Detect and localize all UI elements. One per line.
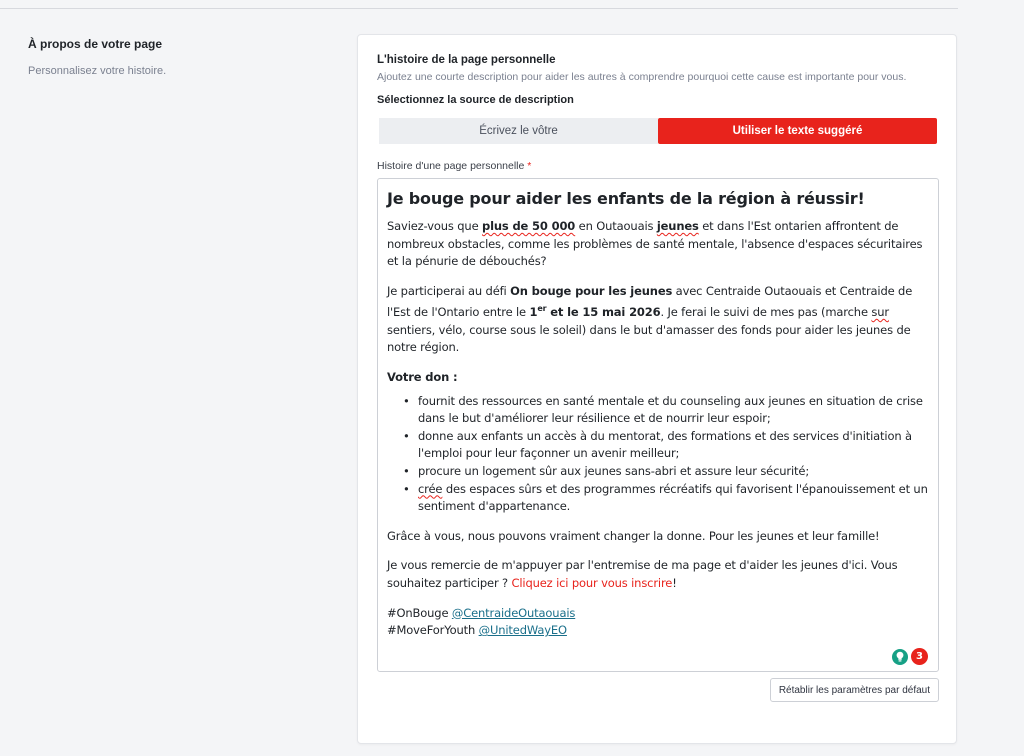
signup-link[interactable]: Cliquez ici pour vous inscrire (511, 575, 673, 590)
impact-list (387, 393, 929, 516)
don-label-text: Votre don : (387, 369, 458, 384)
section-intro (28, 37, 328, 77)
list-item (403, 481, 929, 516)
p2-text-g: . Je ferai le suivi de mes pas (marche (660, 305, 872, 320)
required-mark: * (527, 160, 532, 172)
p1-text-a: Saviez-vous que (387, 219, 482, 233)
reset-defaults-button[interactable]: Rétablir les paramètres par défaut (770, 678, 939, 702)
story-paragraph-1 (387, 218, 929, 271)
p2-text-i: sentiers, vélo, course sous le soleil) dans le but d'amasser des fonds pour aider les jeunes de notre région. (387, 322, 911, 355)
mention-link[interactable]: @CentraideOutaouais (451, 605, 576, 620)
list-item: • procure un logement sûr aux jeunes sans-abri et assure leur sécurité; (403, 463, 929, 481)
mention-link[interactable]: @UnitedWayEO (478, 623, 567, 638)
hashtag-line (387, 605, 929, 623)
card-title: L'histoire de la page personnelle (377, 54, 556, 66)
p2-day-one: 1 (529, 305, 538, 320)
p2-bold-challenge: On bouge pour les jeunes (510, 283, 673, 298)
p2-flagged-word: sur (871, 305, 889, 320)
p2-bold-dates (529, 305, 660, 319)
story-card (357, 34, 957, 744)
section-title: À propos de votre page (28, 37, 163, 51)
lightbulb-icon[interactable] (892, 649, 908, 665)
p4-text-a: Je vous remercie de m'appuyer par l'entremise de ma page et d'aider les jeunes d'ici. Vous souhaitez participer ? (387, 558, 898, 590)
top-divider (0, 8, 958, 9)
list-item: • fournit des ressources en santé mentale et du counseling aux jeunes en situation de crise dans le but d'améliorer leur résilience et de nourrir leur espoir; (403, 393, 929, 428)
source-label: Sélectionnez la source de description (377, 94, 574, 106)
hashtag: #MoveForYouth (387, 623, 479, 638)
p1-text-c: en Outaouais (575, 219, 657, 233)
writing-assistant (892, 648, 928, 665)
p1-text-e: et dans l'Est ontarien affrontent de nombreux obstacles, comme les problèmes de santé mentale, l'absence d'espaces sécuritaires et la pénurie de débouchés? (387, 219, 923, 269)
hashtag-line (387, 622, 929, 640)
story-heading: Je bouge pour aider les enfants de la région à réussir! (387, 189, 865, 208)
write-your-own-option[interactable]: Écrivez le vôtre (379, 118, 658, 144)
hashtags (387, 605, 929, 640)
don-label (387, 369, 929, 387)
bullet4-flagged-word: crée (418, 481, 443, 496)
card-help-text: Ajoutez une courte description pour aider les autres à comprendre pourquoi cette cause est importante pour vous. (377, 71, 907, 83)
list-item: • donne aux enfants un accès à du mentorat, des formations et des services d'initiation à l'emploi pour leur façonner un avenir meilleur; (403, 428, 929, 463)
story-paragraph-2 (387, 283, 929, 357)
use-suggested-text-option[interactable]: Utiliser le texte suggéré (658, 118, 937, 144)
story-paragraph-4 (387, 557, 929, 592)
p1-bold-count: plus de 50 000 (482, 219, 576, 233)
story-editor[interactable] (377, 178, 939, 672)
bullet4-text: des espaces sûrs et des programmes récréatifs qui favorisent l'épanouissement et un sentiment d'appartenance. (418, 481, 928, 514)
story-field-label (377, 160, 939, 172)
p2-ordinal: er (537, 304, 547, 314)
story-field-label-text: Histoire d'une page personnelle (377, 160, 525, 172)
p2-text-c: avec Centraide Outaouais et Centraide de l'Est de l'Ontario entre le (387, 283, 913, 320)
p2-date-end: et le 15 mai 2026 (546, 305, 661, 320)
p2-text-a: Je participerai au défi (387, 283, 511, 298)
hashtag: #OnBouge (387, 605, 452, 620)
p1-bold-youth: jeunes (656, 219, 699, 233)
issue-count-badge[interactable]: 3 (911, 648, 928, 665)
p4-text-c: ! (672, 575, 677, 590)
story-paragraph-3: Grâce à vous, nous pouvons vraiment changer la donne. Pour les jeunes et leur famille! (387, 528, 880, 543)
description-source-toggle (379, 118, 937, 144)
section-subtitle: Personnalisez votre histoire. (28, 65, 167, 77)
